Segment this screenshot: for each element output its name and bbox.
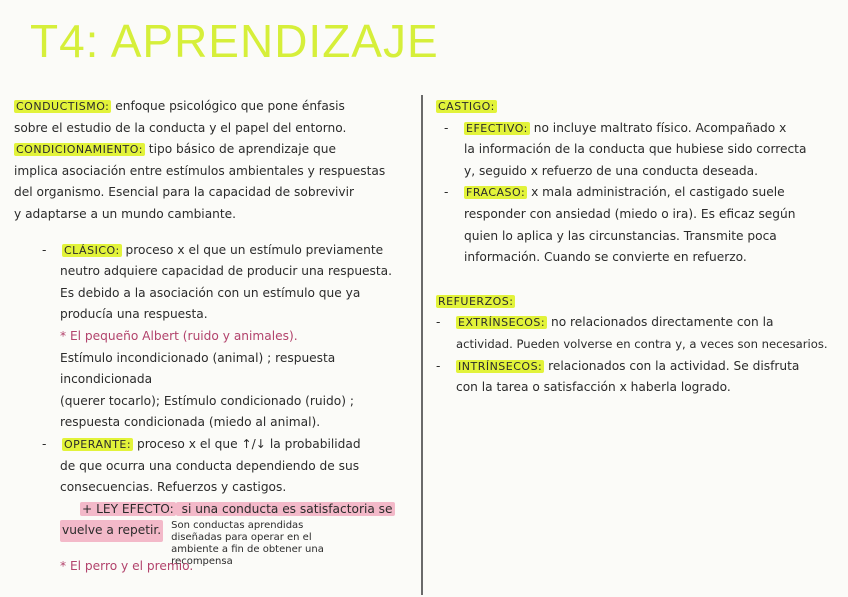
conductismo-text: enfoque psicológico que pone énfasis [111,99,345,113]
dash-bullet: - [444,120,449,135]
condicionamiento-line-4: y adaptarse a un mundo cambiante. [14,206,237,221]
ley-efecto-text: si una conducta es satisfactoria se [177,501,393,516]
fracaso-line-4: información. Cuando se convierte en refuerzo. [464,250,747,265]
clasico-label: CLÁSICO: [64,243,120,257]
spacer [14,226,414,240]
clasico-line-3: Es debido a la asociación con un estímulo que ya [60,285,361,300]
dash-bullet: - [42,436,47,451]
clasico-example-line-3: respuesta condicionada (miedo al animal). [60,415,321,430]
intrinsecos-label: INTRÍNSECOS: [458,359,543,373]
spacer [436,269,844,291]
ley-efecto-label: + LEY EFECTO: [82,501,174,516]
extrinsecos-label: EXTRÍNSECOS: [458,316,546,330]
extrinsecos-text: no relacionados directamente con la [547,315,774,330]
clasico-line-4: producía una respuesta. [60,307,208,322]
efectivo-line-2: la información de la conducta que hubiese sido correcta [464,142,807,157]
fracaso-label: FRACASO: [466,186,526,200]
page-title: T4: APRENDIZAJE [30,15,439,67]
efectivo-line-3: y, seguido x refuerzo de una conducta deseada. [464,163,758,178]
operante-text: proceso x el que ↑/↓ la probabilidad [133,436,361,451]
operante-line-3: consecuencias. Refuerzos y castigos. [60,480,287,495]
ley-efecto-note: Son conductas aprendidas diseñadas para operar en el ambiente a fin de obtener una recompensa [171,520,324,568]
fracaso-line-1 [436,182,844,204]
dash-bullet: - [444,185,449,200]
clasico-example: * El pequeño Albert (ruido y animales). [60,328,298,343]
fracaso-text: x mala administración, el castigado suele [527,185,785,200]
fracaso-line-2: responder con ansiedad (miedo o ira). Es eficaz según [464,206,796,221]
condicionamiento-line-2: implica asociación entre estímulos ambientales y respuestas [14,163,386,178]
clasico-line-2: neutro adquiere capacidad de producir una respuesta. [60,264,393,279]
dash-bullet: - [436,315,441,330]
fracaso-line-3: quien lo aplica y las circunstancias. Transmite poca [464,228,777,243]
castigo-label: CASTIGO: [438,100,495,113]
clasico-text: proceso x el que un estímulo previamente [121,242,384,257]
efectivo-line-1 [436,118,844,140]
dash-bullet: - [436,358,441,373]
extrinsecos-line-2: actividad. Pueden volverse en contra y, a veces son necesarios. [456,336,828,351]
clasico-line-1 [14,240,414,262]
intrinsecos-text: relacionados con la actividad. Se disfruta [544,358,800,373]
ley-efecto-line-1 [14,499,414,521]
perro-example: * El perro y el premio. [60,559,194,574]
dash-bullet: - [42,242,47,257]
refuerzos-label: REFUERZOS: [438,294,514,308]
intrinsecos-line-2: con la tarea o satisfacción x haberla logrado. [456,380,731,395]
right-column [436,96,844,399]
castigo-heading [436,96,844,118]
condicionamiento-line-1 [14,139,414,161]
refuerzos-heading [436,291,844,313]
clasico-example-line-1: Estímulo incondicionado (animal) ; respuesta incondicionada [60,350,336,387]
conductismo-label: CONDUCTISMO: [16,100,110,113]
extrinsecos-line-1 [436,312,844,334]
operante-label: OPERANTE: [64,437,132,451]
conductismo-line-1 [14,96,414,118]
intrinsecos-line-1 [436,356,844,378]
column-divider [421,95,423,595]
efectivo-text: no incluye maltrato físico. Acompañado x [529,120,787,135]
condicionamiento-text: tipo básico de aprendizaje que [144,142,336,157]
clasico-example-line-2: (querer tocarlo); Estímulo condicionado (ruido) ; [60,393,354,408]
condicionamiento-label: CONDICIONAMIENTO: [16,143,143,157]
ley-efecto-line-2: vuelve a repetir. [60,520,163,542]
conductismo-line-2: sobre el estudio de la conducta y el papel del entorno. [14,120,347,135]
operante-line-1 [14,434,414,456]
operante-line-2: de que ocurra una conducta dependiendo de sus [60,458,360,473]
left-column [14,96,414,578]
condicionamiento-line-3: del organismo. Esencial para la capacidad de sobrevivir [14,185,355,200]
efectivo-label: EFECTIVO: [466,121,528,135]
